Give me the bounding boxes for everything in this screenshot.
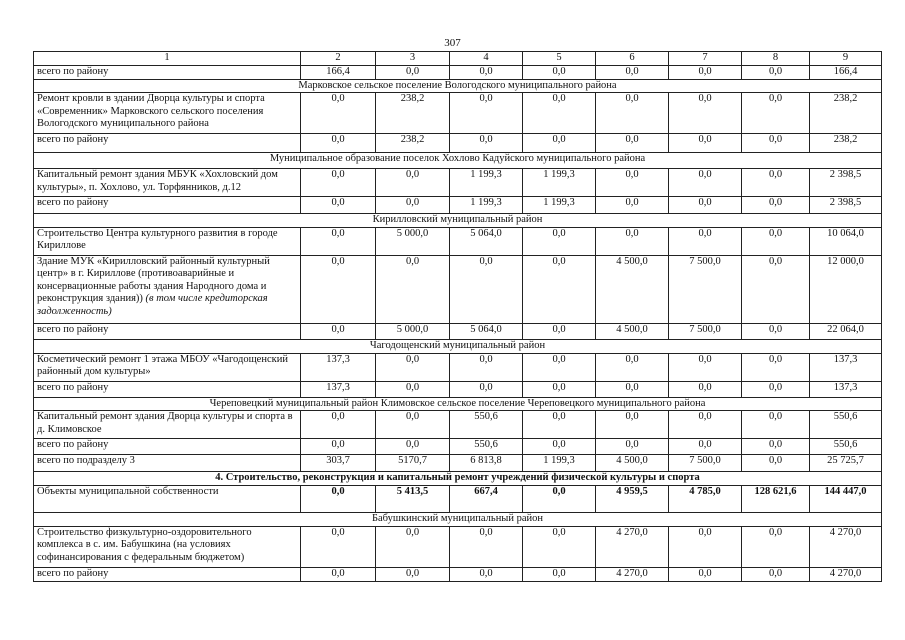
- row-name-text: всего по району: [37, 65, 109, 77]
- value-cell: 166,4: [810, 65, 882, 79]
- value-cell: 0,0: [450, 93, 523, 134]
- table-row: [34, 227, 882, 255]
- row-name-text: всего по району: [37, 134, 109, 145]
- value-cell: 5 000,0: [376, 227, 450, 255]
- row-name-text: всего по району: [37, 439, 109, 450]
- row-name-text: всего по району: [37, 567, 109, 579]
- row-name: [34, 65, 301, 79]
- row-name-text: Строительство Центра культурного развития в городе Кириллове: [37, 227, 278, 251]
- value-cell: 0,0: [301, 197, 376, 214]
- row-name: [34, 169, 301, 197]
- value-cell: 25 725,7: [810, 455, 882, 472]
- value-cell: 0,0: [301, 93, 376, 134]
- value-cell: 0,0: [596, 93, 669, 134]
- value-cell: 4 500,0: [596, 323, 669, 339]
- row-name-text: Объекты муниципальной собственности: [37, 486, 219, 497]
- header-row: [34, 52, 882, 66]
- section-title: Муниципальное образование поселок Хохлово Кадуйского муниципального района: [34, 153, 882, 169]
- value-cell: 0,0: [742, 323, 810, 339]
- value-cell: 0,0: [669, 526, 742, 567]
- value-cell: 4 500,0: [596, 255, 669, 323]
- row-name-text: Капитальный ремонт здания Дворца культуры и спорта в д. Климовское: [37, 411, 293, 435]
- value-cell: 0,0: [523, 93, 596, 134]
- value-cell: 137,3: [810, 381, 882, 397]
- section-row: [34, 472, 882, 486]
- value-cell: 0,0: [301, 567, 376, 581]
- value-cell: 0,0: [596, 439, 669, 455]
- value-cell: 0,0: [376, 65, 450, 79]
- value-cell: 0,0: [742, 255, 810, 323]
- value-cell: 166,4: [301, 65, 376, 79]
- value-cell: 0,0: [669, 439, 742, 455]
- row-name-text: Косметический ремонт 1 этажа МБОУ «Чагодощенский районный дом культуры»: [37, 353, 288, 377]
- row-name: [34, 411, 301, 439]
- value-cell: 137,3: [810, 353, 882, 381]
- row-name: [34, 323, 301, 339]
- value-cell: 0,0: [742, 526, 810, 567]
- value-cell: 238,2: [376, 93, 450, 134]
- table-body: [34, 52, 882, 582]
- row-name: [34, 526, 301, 567]
- value-cell: 238,2: [810, 134, 882, 153]
- value-cell: 0,0: [523, 486, 596, 513]
- value-cell: 137,3: [301, 353, 376, 381]
- value-cell: 0,0: [450, 255, 523, 323]
- row-name: [34, 227, 301, 255]
- value-cell: 0,0: [742, 93, 810, 134]
- value-cell: 0,0: [596, 65, 669, 79]
- value-cell: 6 813,8: [450, 455, 523, 472]
- value-cell: 1 199,3: [523, 169, 596, 197]
- row-name: [34, 197, 301, 214]
- value-cell: 1 199,3: [523, 455, 596, 472]
- value-cell: 22 064,0: [810, 323, 882, 339]
- section-row: [34, 397, 882, 411]
- value-cell: 0,0: [596, 134, 669, 153]
- section-title: Бабушкинский муниципальный район: [34, 513, 882, 527]
- value-cell: 0,0: [301, 255, 376, 323]
- table-row: [34, 526, 882, 567]
- value-cell: 5170,7: [376, 455, 450, 472]
- row-name: [34, 353, 301, 381]
- row-name-text: Строительство физкультурно-оздоровительного комплекса в с. им. Бабушкина (на условиях софинансирования с федеральным бюджетом): [37, 526, 252, 563]
- value-cell: 0,0: [523, 526, 596, 567]
- total-row: [34, 323, 882, 339]
- section-row: [34, 339, 882, 353]
- total-row: [34, 455, 882, 472]
- row-name: [34, 255, 301, 323]
- value-cell: 0,0: [596, 169, 669, 197]
- value-cell: 0,0: [742, 227, 810, 255]
- section-title: 4. Строительство, реконструкция и капитальный ремонт учреждений физической культуры и спорта: [34, 472, 882, 486]
- page-number: 307: [444, 37, 461, 49]
- value-cell: 0,0: [742, 353, 810, 381]
- value-cell: 550,6: [450, 439, 523, 455]
- row-name: [34, 439, 301, 455]
- value-cell: 238,2: [810, 93, 882, 134]
- value-cell: 0,0: [596, 227, 669, 255]
- header-cell: 8: [742, 52, 810, 66]
- value-cell: 0,0: [669, 65, 742, 79]
- total-row: [34, 134, 882, 153]
- value-cell: 0,0: [376, 381, 450, 397]
- table-row: [34, 411, 882, 439]
- value-cell: 0,0: [523, 567, 596, 581]
- value-cell: 4 270,0: [596, 567, 669, 581]
- value-cell: 0,0: [669, 93, 742, 134]
- section-row: [34, 153, 882, 169]
- section-title: Кирилловский муниципальный район: [34, 214, 882, 228]
- row-name-text: Ремонт кровли в здании Дворца культуры и спорта «Современник» Марковского сельского поселения Вологодского муниципального района: [37, 93, 265, 129]
- value-cell: 0,0: [301, 526, 376, 567]
- value-cell: 2 398,5: [810, 197, 882, 214]
- value-cell: 0,0: [523, 255, 596, 323]
- value-cell: 2 398,5: [810, 169, 882, 197]
- value-cell: 0,0: [669, 134, 742, 153]
- value-cell: 4 270,0: [596, 526, 669, 567]
- value-cell: 238,2: [376, 134, 450, 153]
- value-cell: 0,0: [742, 439, 810, 455]
- value-cell: 5 064,0: [450, 323, 523, 339]
- value-cell: 0,0: [523, 134, 596, 153]
- value-cell: 144 447,0: [810, 486, 882, 513]
- header-cell: 7: [669, 52, 742, 66]
- value-cell: 303,7: [301, 455, 376, 472]
- value-cell: 0,0: [742, 411, 810, 439]
- value-cell: 4 500,0: [596, 455, 669, 472]
- table-row: [34, 255, 882, 323]
- row-name: [34, 567, 301, 581]
- total-row: [34, 567, 882, 581]
- value-cell: 0,0: [523, 227, 596, 255]
- value-cell: 0,0: [742, 65, 810, 79]
- section-title: Чагодощенский муниципальный район: [34, 339, 882, 353]
- row-name-text: всего по району: [37, 197, 109, 208]
- value-cell: 0,0: [376, 169, 450, 197]
- value-cell: 0,0: [523, 65, 596, 79]
- value-cell: 0,0: [450, 526, 523, 567]
- value-cell: 0,0: [450, 65, 523, 79]
- row-name: [34, 381, 301, 397]
- value-cell: 128 621,6: [742, 486, 810, 513]
- value-cell: 137,3: [301, 381, 376, 397]
- value-cell: 667,4: [450, 486, 523, 513]
- total-row: [34, 65, 882, 79]
- row-name-text: всего по району: [37, 323, 109, 335]
- header-cell: 6: [596, 52, 669, 66]
- budget-table: [33, 51, 882, 582]
- value-cell: 5 064,0: [450, 227, 523, 255]
- header-cell: 3: [376, 52, 450, 66]
- value-cell: 0,0: [669, 411, 742, 439]
- row-name: [34, 134, 301, 153]
- value-cell: 0,0: [301, 134, 376, 153]
- value-cell: 0,0: [376, 255, 450, 323]
- header-cell: 2: [301, 52, 376, 66]
- value-cell: 0,0: [301, 227, 376, 255]
- row-name-text: всего по району: [37, 381, 109, 393]
- value-cell: 0,0: [376, 439, 450, 455]
- value-cell: 5 413,5: [376, 486, 450, 513]
- value-cell: 0,0: [596, 381, 669, 397]
- value-cell: 7 500,0: [669, 255, 742, 323]
- table-row: [34, 169, 882, 197]
- value-cell: 4 270,0: [810, 567, 882, 581]
- value-cell: 1 199,3: [450, 169, 523, 197]
- value-cell: 0,0: [523, 381, 596, 397]
- value-cell: 0,0: [301, 169, 376, 197]
- row-name-text: всего по подразделу 3: [37, 455, 135, 466]
- value-cell: 7 500,0: [669, 455, 742, 472]
- value-cell: 0,0: [376, 567, 450, 581]
- value-cell: 0,0: [376, 197, 450, 214]
- value-cell: 0,0: [523, 323, 596, 339]
- value-cell: 550,6: [810, 411, 882, 439]
- section-row: [34, 79, 882, 93]
- header-cell: 9: [810, 52, 882, 66]
- value-cell: 0,0: [376, 411, 450, 439]
- value-cell: 0,0: [450, 134, 523, 153]
- value-cell: 0,0: [669, 169, 742, 197]
- italic-note: (в том числе кредиторская задолженность): [37, 293, 268, 317]
- section-title: Череповецкий муниципальный район Климовское сельское поселение Череповецкого муниципального района: [34, 397, 882, 411]
- total-row: [34, 381, 882, 397]
- value-cell: 0,0: [742, 134, 810, 153]
- value-cell: 1 199,3: [450, 197, 523, 214]
- value-cell: 0,0: [523, 439, 596, 455]
- value-cell: 0,0: [450, 353, 523, 381]
- value-cell: 5 000,0: [376, 323, 450, 339]
- total-row: [34, 197, 882, 214]
- value-cell: 4 959,5: [596, 486, 669, 513]
- value-cell: 7 500,0: [669, 323, 742, 339]
- value-cell: 0,0: [450, 381, 523, 397]
- value-cell: 0,0: [450, 567, 523, 581]
- header-cell: 4: [450, 52, 523, 66]
- row-name-text: Капитальный ремонт здания МБУК «Хохловский дом культуры», п. Хохлово, ул. Торфянников, д.12: [37, 169, 278, 193]
- section-row: [34, 214, 882, 228]
- value-cell: 0,0: [301, 486, 376, 513]
- row-name: [34, 93, 301, 134]
- value-cell: 0,0: [596, 197, 669, 214]
- value-cell: 0,0: [669, 227, 742, 255]
- value-cell: 0,0: [301, 323, 376, 339]
- value-cell: 0,0: [523, 353, 596, 381]
- total-row: [34, 439, 882, 455]
- value-cell: 1 199,3: [523, 197, 596, 214]
- value-cell: 0,0: [669, 353, 742, 381]
- table-row: [34, 353, 882, 381]
- value-cell: 0,0: [523, 411, 596, 439]
- value-cell: 0,0: [376, 353, 450, 381]
- value-cell: 4 785,0: [669, 486, 742, 513]
- value-cell: 0,0: [301, 439, 376, 455]
- section-row: [34, 513, 882, 527]
- value-cell: 0,0: [742, 381, 810, 397]
- row-name: [34, 455, 301, 472]
- total-row: [34, 486, 882, 513]
- section-title: Марковское сельское поселение Вологодского муниципального района: [34, 79, 882, 93]
- table-row: [34, 93, 882, 134]
- value-cell: 0,0: [376, 526, 450, 567]
- value-cell: 0,0: [301, 411, 376, 439]
- value-cell: 10 064,0: [810, 227, 882, 255]
- value-cell: 0,0: [596, 411, 669, 439]
- value-cell: 4 270,0: [810, 526, 882, 567]
- value-cell: 550,6: [450, 411, 523, 439]
- value-cell: 0,0: [742, 455, 810, 472]
- value-cell: 0,0: [669, 197, 742, 214]
- row-name: [34, 486, 301, 513]
- value-cell: 0,0: [669, 567, 742, 581]
- header-cell: 5: [523, 52, 596, 66]
- value-cell: 550,6: [810, 439, 882, 455]
- value-cell: 0,0: [742, 169, 810, 197]
- header-cell: 1: [34, 52, 301, 66]
- value-cell: 12 000,0: [810, 255, 882, 323]
- value-cell: 0,0: [596, 353, 669, 381]
- value-cell: 0,0: [669, 381, 742, 397]
- value-cell: 0,0: [742, 197, 810, 214]
- value-cell: 0,0: [742, 567, 810, 581]
- row-name-text: Здание МУК «Кирилловский районный культурный центр» в г. Кириллове (противоаварийные и консервационные работы здания Народного дома и реконструкция здания)): [37, 255, 270, 304]
